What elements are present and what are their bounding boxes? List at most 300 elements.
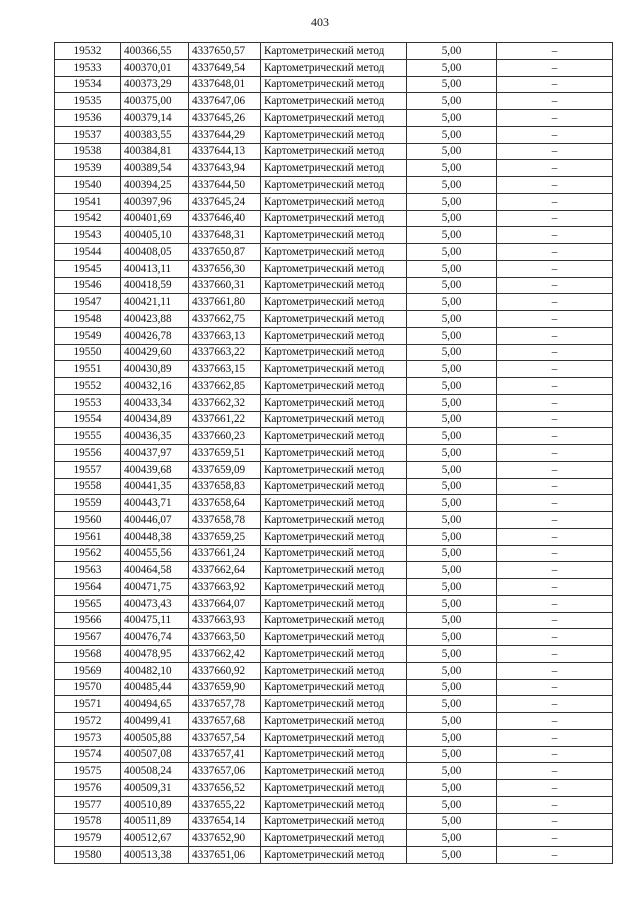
table-row <box>55 629 613 646</box>
y-coordinate-cell: 4337660,92 <box>189 662 261 679</box>
method-cell: Картометрический метод <box>261 746 407 763</box>
description-cell: – <box>497 143 613 160</box>
method-cell: Картометрический метод <box>261 847 407 864</box>
x-coordinate-cell: 400401,69 <box>121 210 189 227</box>
y-coordinate-cell: 4337657,06 <box>189 763 261 780</box>
method-cell: Картометрический метод <box>261 260 407 277</box>
x-coordinate-cell: 400413,11 <box>121 260 189 277</box>
point-number-cell: 19578 <box>55 813 121 830</box>
point-number-cell: 19552 <box>55 378 121 395</box>
y-coordinate-cell: 4337659,51 <box>189 445 261 462</box>
description-cell: – <box>497 193 613 210</box>
method-cell: Картометрический метод <box>261 177 407 194</box>
y-coordinate-cell: 4337651,06 <box>189 847 261 864</box>
accuracy-cell: 5,00 <box>407 696 497 713</box>
y-coordinate-cell: 4337650,57 <box>189 43 261 60</box>
point-number-cell: 19556 <box>55 445 121 462</box>
point-number-cell: 19534 <box>55 76 121 93</box>
description-cell: – <box>497 729 613 746</box>
description-cell: – <box>497 210 613 227</box>
method-cell: Картометрический метод <box>261 579 407 596</box>
x-coordinate-cell: 400432,16 <box>121 378 189 395</box>
x-coordinate-cell: 400494,65 <box>121 696 189 713</box>
description-cell: – <box>497 411 613 428</box>
y-coordinate-cell: 4337658,64 <box>189 495 261 512</box>
accuracy-cell: 5,00 <box>407 160 497 177</box>
accuracy-cell: 5,00 <box>407 260 497 277</box>
x-coordinate-cell: 400373,29 <box>121 76 189 93</box>
description-cell: – <box>497 629 613 646</box>
y-coordinate-cell: 4337659,25 <box>189 528 261 545</box>
method-cell: Картометрический метод <box>261 763 407 780</box>
description-cell: – <box>497 43 613 60</box>
method-cell: Картометрический метод <box>261 729 407 746</box>
point-number-cell: 19560 <box>55 512 121 529</box>
method-cell: Картометрический метод <box>261 629 407 646</box>
y-coordinate-cell: 4337656,30 <box>189 260 261 277</box>
x-coordinate-cell: 400478,95 <box>121 646 189 663</box>
point-number-cell: 19550 <box>55 344 121 361</box>
point-number-cell: 19535 <box>55 93 121 110</box>
method-cell: Картометрический метод <box>261 193 407 210</box>
description-cell: – <box>497 244 613 261</box>
x-coordinate-cell: 400446,07 <box>121 512 189 529</box>
x-coordinate-cell: 400509,31 <box>121 780 189 797</box>
description-cell: – <box>497 746 613 763</box>
accuracy-cell: 5,00 <box>407 746 497 763</box>
description-cell: – <box>497 696 613 713</box>
description-cell: – <box>497 646 613 663</box>
table-row <box>55 579 613 596</box>
y-coordinate-cell: 4337659,09 <box>189 461 261 478</box>
y-coordinate-cell: 4337652,90 <box>189 830 261 847</box>
description-cell: – <box>497 59 613 76</box>
point-number-cell: 19571 <box>55 696 121 713</box>
coordinates-table-body <box>55 43 613 864</box>
point-number-cell: 19572 <box>55 713 121 730</box>
accuracy-cell: 5,00 <box>407 478 497 495</box>
accuracy-cell: 5,00 <box>407 193 497 210</box>
method-cell: Картометрический метод <box>261 311 407 328</box>
method-cell: Картометрический метод <box>261 780 407 797</box>
y-coordinate-cell: 4337660,23 <box>189 428 261 445</box>
table-row <box>55 76 613 93</box>
point-number-cell: 19570 <box>55 679 121 696</box>
table-row <box>55 311 613 328</box>
y-coordinate-cell: 4337661,80 <box>189 294 261 311</box>
point-number-cell: 19575 <box>55 763 121 780</box>
accuracy-cell: 5,00 <box>407 311 497 328</box>
accuracy-cell: 5,00 <box>407 394 497 411</box>
x-coordinate-cell: 400433,34 <box>121 394 189 411</box>
x-coordinate-cell: 400511,89 <box>121 813 189 830</box>
description-cell: – <box>497 277 613 294</box>
point-number-cell: 19562 <box>55 545 121 562</box>
y-coordinate-cell: 4337657,78 <box>189 696 261 713</box>
point-number-cell: 19557 <box>55 461 121 478</box>
y-coordinate-cell: 4337663,15 <box>189 361 261 378</box>
description-cell: – <box>497 361 613 378</box>
x-coordinate-cell: 400418,59 <box>121 277 189 294</box>
y-coordinate-cell: 4337663,93 <box>189 612 261 629</box>
accuracy-cell: 5,00 <box>407 713 497 730</box>
description-cell: – <box>497 545 613 562</box>
point-number-cell: 19553 <box>55 394 121 411</box>
y-coordinate-cell: 4337663,22 <box>189 344 261 361</box>
accuracy-cell: 5,00 <box>407 495 497 512</box>
method-cell: Картометрический метод <box>261 495 407 512</box>
x-coordinate-cell: 400471,75 <box>121 579 189 596</box>
description-cell: – <box>497 679 613 696</box>
table-row <box>55 612 613 629</box>
description-cell: – <box>497 612 613 629</box>
page-number: 403 <box>311 15 329 29</box>
method-cell: Картометрический метод <box>261 830 407 847</box>
table-row <box>55 210 613 227</box>
accuracy-cell: 5,00 <box>407 796 497 813</box>
description-cell: – <box>497 495 613 512</box>
description-cell: – <box>497 344 613 361</box>
method-cell: Картометрический метод <box>261 512 407 529</box>
point-number-cell: 19549 <box>55 327 121 344</box>
y-coordinate-cell: 4337658,83 <box>189 478 261 495</box>
y-coordinate-cell: 4337646,40 <box>189 210 261 227</box>
x-coordinate-cell: 400512,67 <box>121 830 189 847</box>
point-number-cell: 19547 <box>55 294 121 311</box>
accuracy-cell: 5,00 <box>407 177 497 194</box>
point-number-cell: 19533 <box>55 59 121 76</box>
point-number-cell: 19540 <box>55 177 121 194</box>
accuracy-cell: 5,00 <box>407 612 497 629</box>
description-cell: – <box>497 713 613 730</box>
description-cell: – <box>497 595 613 612</box>
method-cell: Картометрический метод <box>261 160 407 177</box>
method-cell: Картометрический метод <box>261 76 407 93</box>
x-coordinate-cell: 400389,54 <box>121 160 189 177</box>
y-coordinate-cell: 4337655,22 <box>189 796 261 813</box>
point-number-cell: 19569 <box>55 662 121 679</box>
accuracy-cell: 5,00 <box>407 210 497 227</box>
method-cell: Картометрический метод <box>261 394 407 411</box>
description-cell: – <box>497 461 613 478</box>
x-coordinate-cell: 400473,43 <box>121 595 189 612</box>
y-coordinate-cell: 4337661,22 <box>189 411 261 428</box>
method-cell: Картометрический метод <box>261 277 407 294</box>
x-coordinate-cell: 400510,89 <box>121 796 189 813</box>
accuracy-cell: 5,00 <box>407 126 497 143</box>
point-number-cell: 19542 <box>55 210 121 227</box>
point-number-cell: 19563 <box>55 562 121 579</box>
accuracy-cell: 5,00 <box>407 729 497 746</box>
description-cell: – <box>497 562 613 579</box>
table-row <box>55 478 613 495</box>
accuracy-cell: 5,00 <box>407 646 497 663</box>
table-row <box>55 780 613 797</box>
method-cell: Картометрический метод <box>261 713 407 730</box>
accuracy-cell: 5,00 <box>407 662 497 679</box>
point-number-cell: 19573 <box>55 729 121 746</box>
y-coordinate-cell: 4337662,85 <box>189 378 261 395</box>
accuracy-cell: 5,00 <box>407 411 497 428</box>
y-coordinate-cell: 4337644,13 <box>189 143 261 160</box>
table-row <box>55 729 613 746</box>
point-number-cell: 19576 <box>55 780 121 797</box>
point-number-cell: 19536 <box>55 110 121 127</box>
point-number-cell: 19567 <box>55 629 121 646</box>
method-cell: Картометрический метод <box>261 612 407 629</box>
method-cell: Картометрический метод <box>261 43 407 60</box>
x-coordinate-cell: 400485,44 <box>121 679 189 696</box>
x-coordinate-cell: 400434,89 <box>121 411 189 428</box>
accuracy-cell: 5,00 <box>407 629 497 646</box>
description-cell: – <box>497 160 613 177</box>
accuracy-cell: 5,00 <box>407 445 497 462</box>
y-coordinate-cell: 4337647,06 <box>189 93 261 110</box>
accuracy-cell: 5,00 <box>407 361 497 378</box>
y-coordinate-cell: 4337659,90 <box>189 679 261 696</box>
accuracy-cell: 5,00 <box>407 763 497 780</box>
accuracy-cell: 5,00 <box>407 244 497 261</box>
description-cell: – <box>497 780 613 797</box>
table-row <box>55 461 613 478</box>
method-cell: Картометрический метод <box>261 378 407 395</box>
accuracy-cell: 5,00 <box>407 59 497 76</box>
description-cell: – <box>497 378 613 395</box>
table-row <box>55 830 613 847</box>
y-coordinate-cell: 4337657,54 <box>189 729 261 746</box>
y-coordinate-cell: 4337660,31 <box>189 277 261 294</box>
table-row <box>55 562 613 579</box>
x-coordinate-cell: 400436,35 <box>121 428 189 445</box>
description-cell: – <box>497 394 613 411</box>
accuracy-cell: 5,00 <box>407 76 497 93</box>
table-row <box>55 528 613 545</box>
method-cell: Картометрический метод <box>261 646 407 663</box>
coordinates-table <box>54 42 613 864</box>
point-number-cell: 19544 <box>55 244 121 261</box>
method-cell: Картометрический метод <box>261 662 407 679</box>
description-cell: – <box>497 796 613 813</box>
accuracy-cell: 5,00 <box>407 327 497 344</box>
method-cell: Картометрический метод <box>261 110 407 127</box>
x-coordinate-cell: 400426,78 <box>121 327 189 344</box>
point-number-cell: 19538 <box>55 143 121 160</box>
method-cell: Картометрический метод <box>261 126 407 143</box>
method-cell: Картометрический метод <box>261 528 407 545</box>
y-coordinate-cell: 4337663,13 <box>189 327 261 344</box>
x-coordinate-cell: 400455,56 <box>121 545 189 562</box>
x-coordinate-cell: 400375,00 <box>121 93 189 110</box>
x-coordinate-cell: 400482,10 <box>121 662 189 679</box>
accuracy-cell: 5,00 <box>407 461 497 478</box>
accuracy-cell: 5,00 <box>407 595 497 612</box>
accuracy-cell: 5,00 <box>407 277 497 294</box>
table-row <box>55 512 613 529</box>
table-row <box>55 344 613 361</box>
description-cell: – <box>497 311 613 328</box>
description-cell: – <box>497 428 613 445</box>
x-coordinate-cell: 400505,88 <box>121 729 189 746</box>
y-coordinate-cell: 4337645,24 <box>189 193 261 210</box>
method-cell: Картометрический метод <box>261 813 407 830</box>
description-cell: – <box>497 76 613 93</box>
table-row <box>55 696 613 713</box>
table-row <box>55 59 613 76</box>
table-row <box>55 646 613 663</box>
y-coordinate-cell: 4337662,75 <box>189 311 261 328</box>
method-cell: Картометрический метод <box>261 59 407 76</box>
x-coordinate-cell: 400421,11 <box>121 294 189 311</box>
description-cell: – <box>497 830 613 847</box>
table-row <box>55 277 613 294</box>
table-row <box>55 378 613 395</box>
method-cell: Картометрический метод <box>261 562 407 579</box>
method-cell: Картометрический метод <box>261 696 407 713</box>
y-coordinate-cell: 4337654,14 <box>189 813 261 830</box>
table-row <box>55 93 613 110</box>
x-coordinate-cell: 400499,41 <box>121 713 189 730</box>
method-cell: Картометрический метод <box>261 595 407 612</box>
point-number-cell: 19577 <box>55 796 121 813</box>
description-cell: – <box>497 512 613 529</box>
y-coordinate-cell: 4337656,52 <box>189 780 261 797</box>
point-number-cell: 19565 <box>55 595 121 612</box>
table-row <box>55 847 613 864</box>
x-coordinate-cell: 400366,55 <box>121 43 189 60</box>
point-number-cell: 19574 <box>55 746 121 763</box>
table-row <box>55 746 613 763</box>
table-row <box>55 545 613 562</box>
y-coordinate-cell: 4337657,68 <box>189 713 261 730</box>
method-cell: Картометрический метод <box>261 461 407 478</box>
point-number-cell: 19580 <box>55 847 121 864</box>
accuracy-cell: 5,00 <box>407 227 497 244</box>
table-row <box>55 679 613 696</box>
y-coordinate-cell: 4337644,50 <box>189 177 261 194</box>
table-row <box>55 110 613 127</box>
table-row <box>55 763 613 780</box>
point-number-cell: 19537 <box>55 126 121 143</box>
y-coordinate-cell: 4337643,94 <box>189 160 261 177</box>
accuracy-cell: 5,00 <box>407 579 497 596</box>
x-coordinate-cell: 400441,35 <box>121 478 189 495</box>
accuracy-cell: 5,00 <box>407 93 497 110</box>
accuracy-cell: 5,00 <box>407 528 497 545</box>
accuracy-cell: 5,00 <box>407 294 497 311</box>
point-number-cell: 19555 <box>55 428 121 445</box>
description-cell: – <box>497 294 613 311</box>
description-cell: – <box>497 110 613 127</box>
x-coordinate-cell: 400508,24 <box>121 763 189 780</box>
point-number-cell: 19558 <box>55 478 121 495</box>
table-row <box>55 662 613 679</box>
x-coordinate-cell: 400448,38 <box>121 528 189 545</box>
accuracy-cell: 5,00 <box>407 780 497 797</box>
point-number-cell: 19546 <box>55 277 121 294</box>
table-row <box>55 495 613 512</box>
y-coordinate-cell: 4337657,41 <box>189 746 261 763</box>
table-row <box>55 394 613 411</box>
point-number-cell: 19545 <box>55 260 121 277</box>
x-coordinate-cell: 400405,10 <box>121 227 189 244</box>
y-coordinate-cell: 4337662,32 <box>189 394 261 411</box>
table-row <box>55 327 613 344</box>
accuracy-cell: 5,00 <box>407 512 497 529</box>
method-cell: Картометрический метод <box>261 361 407 378</box>
accuracy-cell: 5,00 <box>407 847 497 864</box>
method-cell: Картометрический метод <box>261 796 407 813</box>
x-coordinate-cell: 400394,25 <box>121 177 189 194</box>
point-number-cell: 19543 <box>55 227 121 244</box>
point-number-cell: 19548 <box>55 311 121 328</box>
x-coordinate-cell: 400379,14 <box>121 110 189 127</box>
point-number-cell: 19541 <box>55 193 121 210</box>
y-coordinate-cell: 4337645,26 <box>189 110 261 127</box>
accuracy-cell: 5,00 <box>407 428 497 445</box>
point-number-cell: 19551 <box>55 361 121 378</box>
x-coordinate-cell: 400476,74 <box>121 629 189 646</box>
y-coordinate-cell: 4337644,29 <box>189 126 261 143</box>
x-coordinate-cell: 400513,38 <box>121 847 189 864</box>
method-cell: Картометрический метод <box>261 545 407 562</box>
table-row <box>55 177 613 194</box>
accuracy-cell: 5,00 <box>407 43 497 60</box>
accuracy-cell: 5,00 <box>407 830 497 847</box>
point-number-cell: 19559 <box>55 495 121 512</box>
table-row <box>55 227 613 244</box>
table-row <box>55 813 613 830</box>
y-coordinate-cell: 4337662,64 <box>189 562 261 579</box>
x-coordinate-cell: 400437,97 <box>121 445 189 462</box>
accuracy-cell: 5,00 <box>407 813 497 830</box>
table-row <box>55 193 613 210</box>
x-coordinate-cell: 400429,60 <box>121 344 189 361</box>
x-coordinate-cell: 400384,81 <box>121 143 189 160</box>
accuracy-cell: 5,00 <box>407 378 497 395</box>
method-cell: Картометрический метод <box>261 227 407 244</box>
y-coordinate-cell: 4337661,24 <box>189 545 261 562</box>
table-row <box>55 244 613 261</box>
table-row <box>55 126 613 143</box>
method-cell: Картометрический метод <box>261 294 407 311</box>
x-coordinate-cell: 400423,88 <box>121 311 189 328</box>
method-cell: Картометрический метод <box>261 143 407 160</box>
y-coordinate-cell: 4337664,07 <box>189 595 261 612</box>
description-cell: – <box>497 662 613 679</box>
table-row <box>55 713 613 730</box>
description-cell: – <box>497 126 613 143</box>
x-coordinate-cell: 400383,55 <box>121 126 189 143</box>
point-number-cell: 19564 <box>55 579 121 596</box>
y-coordinate-cell: 4337649,54 <box>189 59 261 76</box>
x-coordinate-cell: 400439,68 <box>121 461 189 478</box>
description-cell: – <box>497 260 613 277</box>
method-cell: Картометрический метод <box>261 445 407 462</box>
method-cell: Картометрический метод <box>261 411 407 428</box>
y-coordinate-cell: 4337648,31 <box>189 227 261 244</box>
method-cell: Картометрический метод <box>261 244 407 261</box>
point-number-cell: 19579 <box>55 830 121 847</box>
description-cell: – <box>497 177 613 194</box>
method-cell: Картометрический метод <box>261 679 407 696</box>
x-coordinate-cell: 400464,58 <box>121 562 189 579</box>
point-number-cell: 19566 <box>55 612 121 629</box>
table-row <box>55 143 613 160</box>
point-number-cell: 19539 <box>55 160 121 177</box>
description-cell: – <box>497 445 613 462</box>
accuracy-cell: 5,00 <box>407 143 497 160</box>
accuracy-cell: 5,00 <box>407 110 497 127</box>
